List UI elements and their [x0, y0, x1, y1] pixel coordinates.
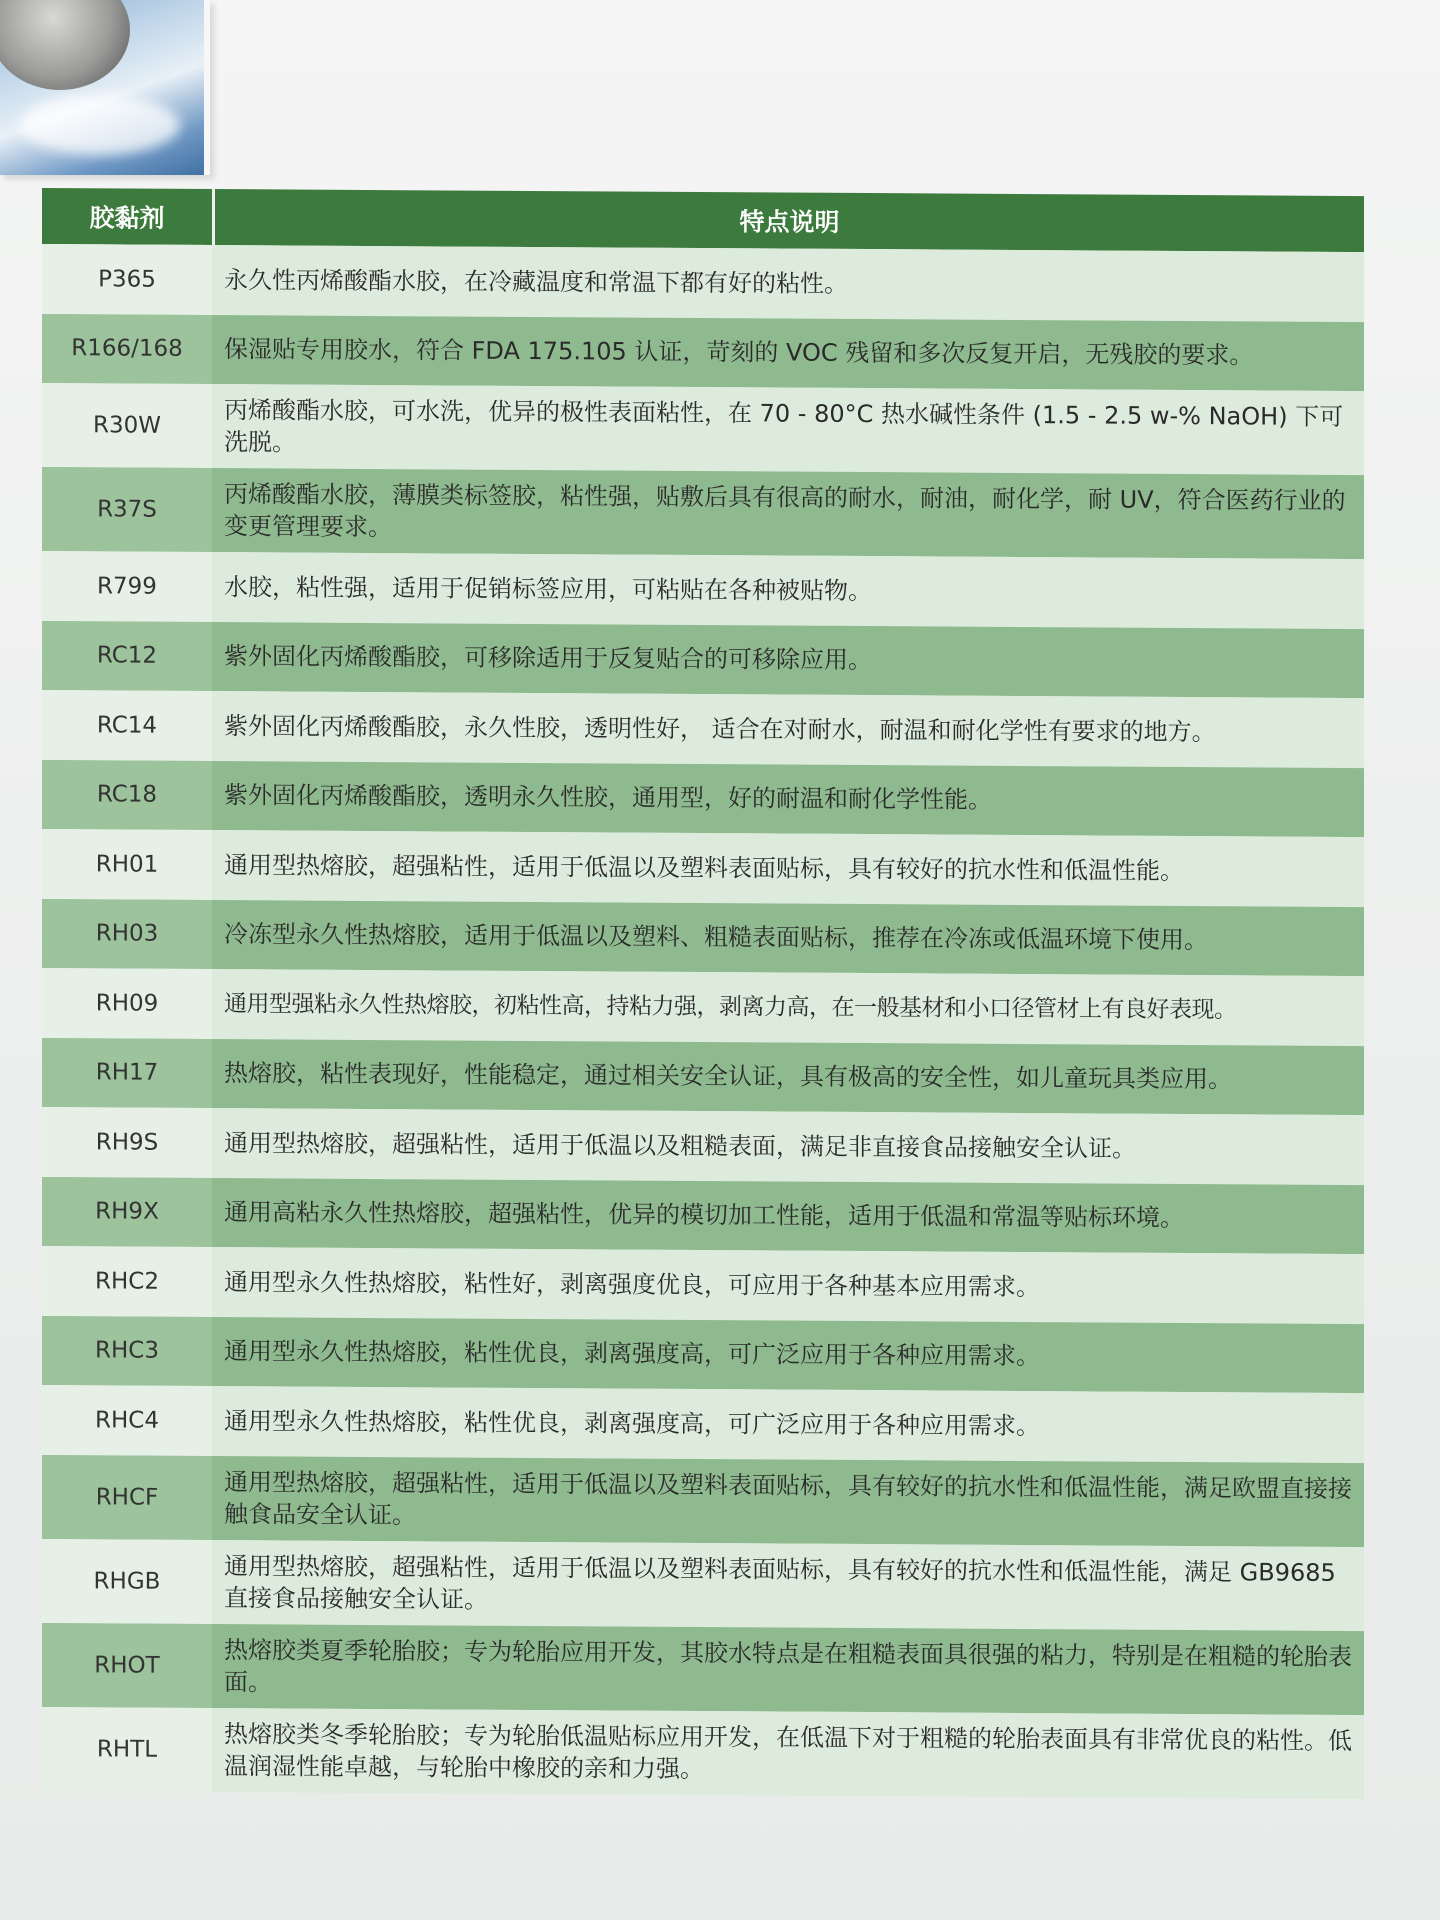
table-row: [42, 383, 1364, 475]
row-code: RH9X: [42, 1177, 212, 1248]
row-code: RHC2: [42, 1246, 212, 1317]
cloud-image: [20, 95, 180, 155]
row-description: 通用型热熔胶，超强粘性，适用于低温以及塑料表面贴标，具有较好的抗水性和低温性能，满足欧盟直接接触食品安全认证。: [224, 1467, 1352, 1529]
adhesive-table: [42, 188, 1364, 1806]
row-code: RC18: [42, 760, 212, 831]
row-description: 热熔胶类夏季轮胎胶；专为轮胎应用开发，其胶水特点是在粗糙表面具很强的粘力，特别是在粗糙的轮胎表面。: [224, 1635, 1352, 1696]
header-description: 特点说明: [739, 207, 840, 237]
row-description: 保湿贴专用胶水，符合 FDA 175.105 认证，苛刻的 VOC 残留和多次反复开启，无残胶的要求。: [224, 335, 1254, 370]
row-code: R30W: [42, 383, 212, 468]
row-description: 水胶，粘性强，适用于促销标签应用，可粘贴在各种被贴物。: [224, 572, 872, 605]
table-row: [42, 968, 1364, 1046]
row-code: RH09: [42, 968, 212, 1039]
row-description: 通用高粘永久性热熔胶，超强粘性，优异的模切加工性能，适用于低温和常温等贴标环境。: [224, 1198, 1184, 1233]
row-description: 丙烯酸酯水胶，可水洗，优异的极性表面粘性，在 70 - 80°C 热水碱性条件 (1.5 - 2.5 w-% NaOH) 下可洗脱。: [224, 396, 1344, 457]
row-description: 丙烯酸酯水胶，薄膜类标签胶，粘性强，贴敷后具有很高的耐水，耐油，耐化学，耐 UV，符合医药行业的变更管理要求。: [224, 480, 1346, 542]
row-description: 通用型永久性热熔胶，粘性优良，剥离强度高，可广泛应用于各种应用需求。: [224, 1337, 1040, 1371]
photo-edge: [204, 0, 210, 175]
table-row: [42, 760, 1364, 838]
table-row: [42, 1623, 1364, 1715]
row-code: RHC3: [42, 1316, 212, 1387]
row-description: 通用型热熔胶，超强粘性，适用于低温以及塑料表面贴标，具有较好的抗水性和低温性能，满足 GB9685 直接食品接触安全认证。: [224, 1551, 1336, 1614]
table-row: [42, 551, 1364, 629]
table-row: [42, 1038, 1364, 1116]
table-row: [42, 1316, 1364, 1394]
row-description: 紫外固化丙烯酸酯胶，永久性胶，透明性好， 适合在对耐水，耐温和耐化学性有要求的地方。: [224, 711, 1216, 746]
table-row: [42, 1539, 1364, 1631]
table-row: [42, 690, 1364, 768]
row-code: R166/168: [42, 314, 212, 385]
header-adhesive: 胶黏剂: [42, 188, 215, 245]
table-row: [42, 621, 1364, 699]
table-row: [42, 1246, 1364, 1324]
table-row: [42, 467, 1364, 559]
table-row: [42, 244, 1364, 322]
row-description: 通用型热熔胶，超强粘性，适用于低温以及粗糙表面，满足非直接食品接触安全认证。: [224, 1128, 1136, 1163]
row-code: RH01: [42, 829, 212, 900]
row-code: RHCF: [42, 1455, 212, 1540]
row-code: R37S: [42, 467, 212, 552]
row-code: RHC4: [42, 1385, 212, 1456]
table-row: [42, 829, 1364, 907]
table-row: [42, 1707, 1364, 1799]
row-code: P365: [42, 244, 212, 315]
row-code: R799: [42, 551, 212, 622]
table-row: [42, 1455, 1364, 1547]
table-header: [42, 188, 1364, 252]
row-description: 冷冻型永久性热熔胶，适用于低温以及塑料、粗糙表面贴标，推荐在冷冻或低温环境下使用。: [224, 920, 1208, 955]
row-code: RHTL: [42, 1707, 212, 1792]
row-code: RC14: [42, 690, 212, 761]
row-description: 永久性丙烯酸酯水胶，在冷藏温度和常温下都有好的粘性。: [224, 265, 848, 298]
row-code: RHGB: [42, 1539, 212, 1624]
row-code: RH9S: [42, 1107, 212, 1178]
table-row: [42, 1385, 1364, 1463]
table-row: [42, 314, 1364, 392]
table-row: [42, 1107, 1364, 1185]
row-code: RHOT: [42, 1623, 212, 1708]
row-description: 通用型永久性热熔胶，粘性优良，剥离强度高，可广泛应用于各种应用需求。: [224, 1406, 1040, 1440]
row-code: RC12: [42, 621, 212, 692]
coin-image: [0, 0, 130, 90]
table-row: [42, 899, 1364, 977]
row-description: 热熔胶，粘性表现好，性能稳定，通过相关安全认证，具有极高的安全性，如儿童玩具类应用。: [224, 1059, 1232, 1094]
row-description: 紫外固化丙烯酸酯胶，可移除适用于反复贴合的可移除应用。: [224, 642, 872, 675]
table-row: [42, 1177, 1364, 1255]
row-code: RH17: [42, 1038, 212, 1109]
row-description: 紫外固化丙烯酸酯胶，透明永久性胶，通用型，好的耐温和耐化学性能。: [224, 781, 992, 815]
row-description: 通用型强粘永久性热熔胶，初粘性高，持粘力强，剥离力高，在一般基材和小口径管材上有良好表现。: [224, 990, 1237, 1024]
row-description: 通用型永久性热熔胶，粘性好，剥离强度优良，可应用于各种基本应用需求。: [224, 1267, 1040, 1301]
row-description: 热熔胶类冬季轮胎胶；专为轮胎低温贴标应用开发，在低温下对于粗糙的轮胎表面具有非常优良的粘性。低温润湿性能卓越，与轮胎中橡胶的亲和力强。: [224, 1719, 1352, 1783]
row-description: 通用型热熔胶，超强粘性，适用于低温以及塑料表面贴标，具有较好的抗水性和低温性能。: [224, 850, 1184, 885]
row-code: RH03: [42, 899, 212, 970]
corner-photo: [0, 0, 210, 175]
